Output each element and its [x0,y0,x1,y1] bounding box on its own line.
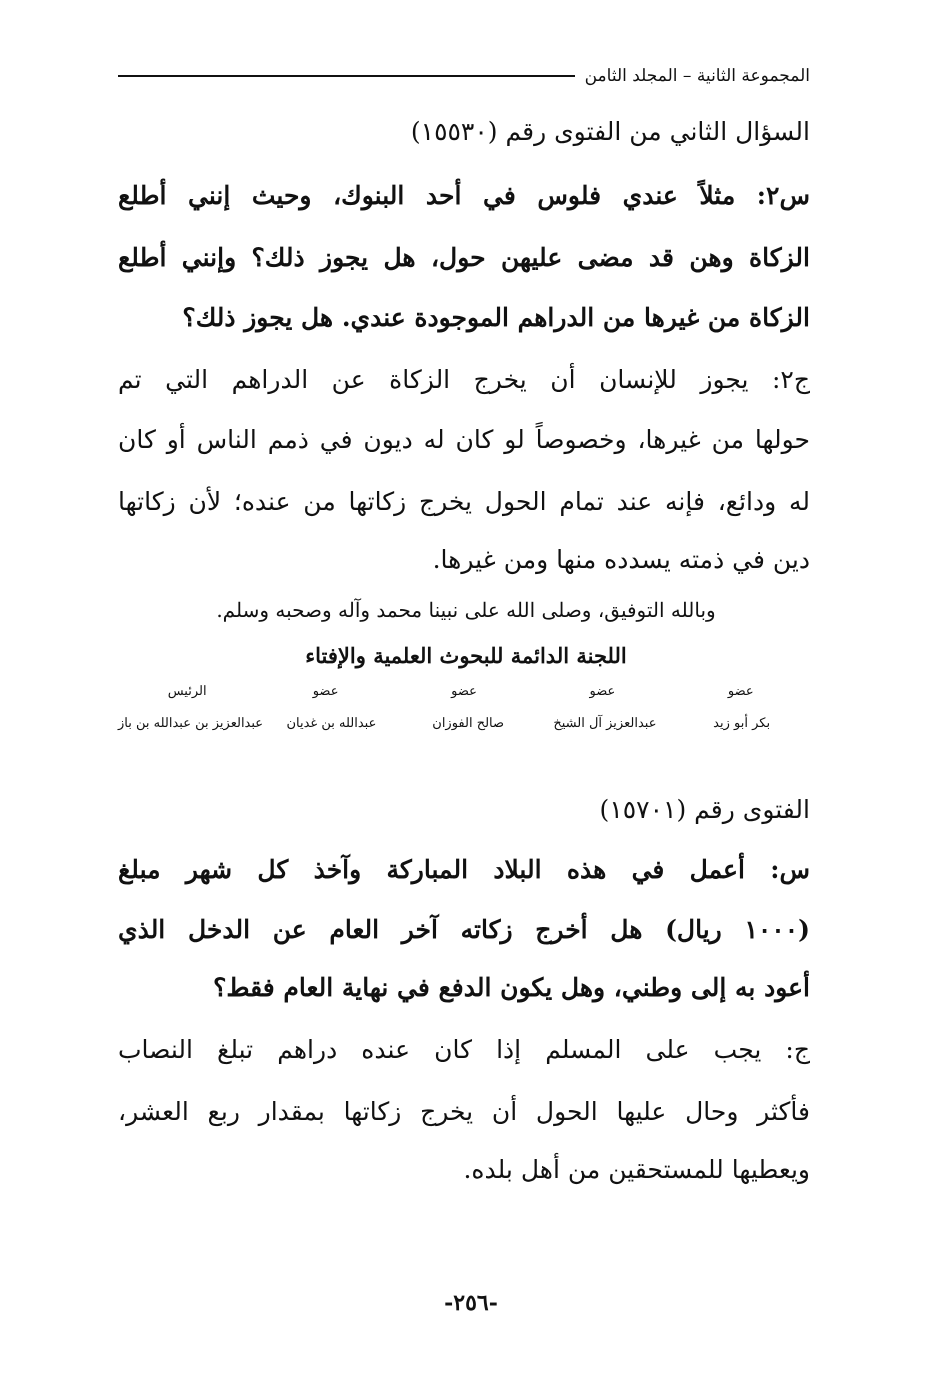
fatwa-2-question-line: أعود به إلى وطني، وهل يكون الدفع في نهاية العام فقط؟ [213,973,810,1002]
signatory-name: صالح الفوزان [432,716,505,731]
signatory-role: عضو [589,684,616,699]
signatory-role: الرئيس [167,684,207,699]
signatory-names [118,716,810,731]
fatwa-1-question-line: الزكاة من غيرها من الدراهم الموجودة عندي. هل يجوز ذلك؟ [182,303,810,332]
fatwa-1-heading: السؤال الثاني من الفتوى رقم (١٥٥٣٠) [410,117,810,146]
running-header [118,58,810,94]
signatory-role: عضو [451,684,477,699]
fatwa-2-heading: الفتوى رقم (١٥٧٠١) [599,795,810,824]
fatwa-1-answer-line: له ودائع، فإنه عند تمام الحول يخرج زكاتها من عنده؛ لأن زكاتها [118,487,810,516]
closing-formula: وبالله التوفيق، وصلى الله على نبينا محمد وآله وصحبه وسلم. [216,598,716,622]
fatwa-1-answer-line: ج٢: يجوز للإنسان أن يخرج الزكاة عن الدراهم التي تم [118,365,810,394]
signatory-name: عبدالعزيز بن عبدالله بن باز [117,716,264,731]
fatwa-1-question-line: الزكاة وهن قد مضى عليهن حول، هل يجوز ذلك؟ وإنني أطلع [118,243,810,272]
fatwa-2-question-line: س: أعمل في هذه البلاد المباركة وآخذ كل شهر مبلغ [118,855,810,884]
page-number: -٢٥٦- [444,1290,498,1316]
fatwa-2-answer-line: فأكثر وحال عليها الحول أن يخرج زكاتها بمقدار ربع العشر، [118,1097,810,1126]
committee-title: اللجنة الدائمة للبحوث العلمية والإفتاء [305,643,627,668]
fatwa-2-answer-line: ويعطيها للمستحقين من أهل بلده. [463,1155,810,1184]
header-rule [118,75,575,77]
signatory-name: بكر أبو زيد [713,716,771,731]
fatwa-1-question-line: س٢: مثلاً عندي فلوس في أحد البنوك، وحيث إنني أطلع [118,181,810,210]
running-title: المجموعة الثانية – المجلد الثامن [584,66,810,86]
fatwa-1-answer-line: دين في ذمته يسدده منها ومن غيرها. [432,545,810,574]
fatwa-2-question-line: (١٠٠٠ ريال) هل أخرج زكاته آخر العام عن الدخل الذي [118,915,810,944]
signatory-role: عضو [312,684,339,699]
fatwa-1-answer-line: حولها من غيرها، وخصوصاً لو كان له ديون في ذمم الناس أو كان [118,425,810,454]
fatwa-2-answer-line: ج: يجب على المسلم إذا كان عنده دراهم تبلغ النصاب [118,1035,810,1064]
signatory-roles [118,684,810,699]
signatory-name: عبدالله بن غديان [286,716,377,731]
signatory-name: عبدالعزيز آل الشيخ [553,716,657,731]
signatory-role: عضو [727,684,754,699]
